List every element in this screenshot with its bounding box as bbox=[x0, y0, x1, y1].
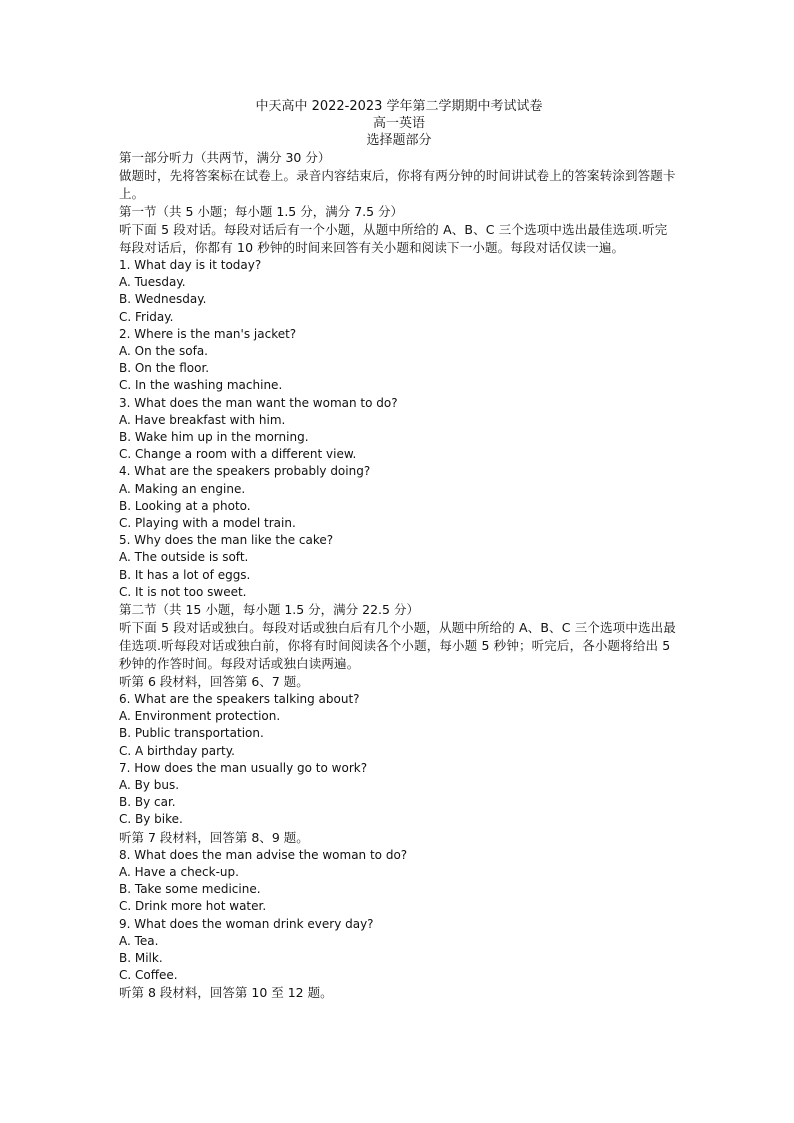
part-label: 选择题部分 bbox=[366, 133, 432, 148]
question-7-option-b: B. By car. bbox=[119, 795, 176, 810]
section1-instruction: 听下面 5 段对话。每段对话后有一个小题，从题中所给的 A、B、C 三个选项中选出最佳选项.听完每段对话后，你都有 10 秒钟的时间来回答有关小题和阅读下一小题。每段对话仅读一遍。 bbox=[119, 222, 668, 255]
question-7-option-a: A. By bus. bbox=[119, 778, 180, 793]
question-4-option-a: A. Making an engine. bbox=[119, 481, 246, 496]
exam-page bbox=[119, 98, 679, 1002]
question-1: 1. What day is it today? bbox=[119, 258, 262, 272]
part1-heading: 第一部分听力（共两节，满分 30 分） bbox=[119, 150, 331, 165]
question-6: 6. What are the speakers talking about? bbox=[119, 692, 360, 707]
section2-instruction: 听下面 5 段对话或独白。每段对话或独白后有几个小题，从题中所给的 A、B、C 三个选项中选出最佳选项.听每段对话或独白前，你将有时间阅读各个小题，每小题 5 秒钟；听完后，各小题将给出 5 秒钟的作答时间。每段对话或独白读两遍。 bbox=[119, 620, 676, 672]
section2-heading: 第二节（共 15 小题，每小题 1.5 分，满分 22.5 分） bbox=[119, 602, 419, 618]
subject-title: 高一英语 bbox=[372, 116, 425, 131]
question-2-option-a: A. On the sofa. bbox=[119, 344, 208, 359]
section1-heading: 第一节（共 5 小题；每小题 1.5 分，满分 7.5 分） bbox=[119, 204, 404, 219]
question-1-option-c: C. Friday. bbox=[119, 309, 174, 324]
question-5-option-a: A. The outside is soft. bbox=[119, 550, 249, 565]
question-6-option-a: A. Environment protection. bbox=[119, 709, 281, 724]
question-5-option-b: B. It has a lot of eggs. bbox=[119, 567, 251, 582]
question-3: 3. What does the man want the woman to do? bbox=[119, 395, 398, 410]
question-6-option-b: B. Public transportation. bbox=[119, 726, 264, 741]
question-3-option-a: A. Have breakfast with him. bbox=[119, 412, 286, 427]
question-9-option-b: B. Milk. bbox=[119, 950, 163, 965]
question-4-option-c: C. Playing with a model train. bbox=[119, 516, 296, 531]
material-6-heading: 听第 6 段材料，回答第 6、7 题。 bbox=[119, 674, 309, 690]
question-3-option-b: B. Wake him up in the morning. bbox=[119, 430, 309, 445]
question-9-option-c: C. Coffee. bbox=[119, 968, 178, 983]
question-6-option-c: C. A birthday party. bbox=[119, 743, 235, 758]
exam-title: 中天高中 2022-2023 学年第二学期期中考试试卷 bbox=[255, 99, 543, 114]
question-7: 7. How does the man usually go to work? bbox=[119, 760, 368, 775]
material-7-heading: 听第 7 段材料，回答第 8、9 题。 bbox=[119, 829, 309, 845]
question-5: 5. Why does the man like the cake? bbox=[119, 533, 334, 548]
question-2-option-b: B. On the floor. bbox=[119, 361, 210, 376]
question-3-option-c: C. Change a room with a different view. bbox=[119, 447, 357, 462]
material-8-heading: 听第 8 段材料，回答第 10 至 12 题。 bbox=[119, 985, 333, 1001]
question-1-option-b: B. Wednesday. bbox=[119, 292, 207, 307]
question-1-option-a: A. Tuesday. bbox=[119, 275, 186, 290]
question-8-option-c: C. Drink more hot water. bbox=[119, 899, 267, 914]
question-8: 8. What does the man advise the woman to do? bbox=[119, 847, 408, 862]
part1-instruction: 做题时，先将答案标在试卷上。录音内容结束后，你将有两分钟的时间讲试卷上的答案转涂到答题卡上。 bbox=[119, 168, 676, 201]
question-9-option-a: A. Tea. bbox=[119, 933, 159, 948]
question-8-option-a: A. Have a check-up. bbox=[119, 864, 239, 879]
question-2: 2. Where is the man's jacket? bbox=[119, 326, 297, 341]
question-7-option-c: C. By bike. bbox=[119, 812, 183, 827]
question-8-option-b: B. Take some medicine. bbox=[119, 882, 261, 897]
question-2-option-c: C. In the washing machine. bbox=[119, 378, 283, 393]
question-9: 9. What does the woman drink every day? bbox=[119, 916, 374, 931]
question-4: 4. What are the speakers probably doing? bbox=[119, 464, 371, 479]
question-5-option-c: C. It is not too sweet. bbox=[119, 584, 247, 599]
question-4-option-b: B. Looking at a photo. bbox=[119, 498, 251, 513]
